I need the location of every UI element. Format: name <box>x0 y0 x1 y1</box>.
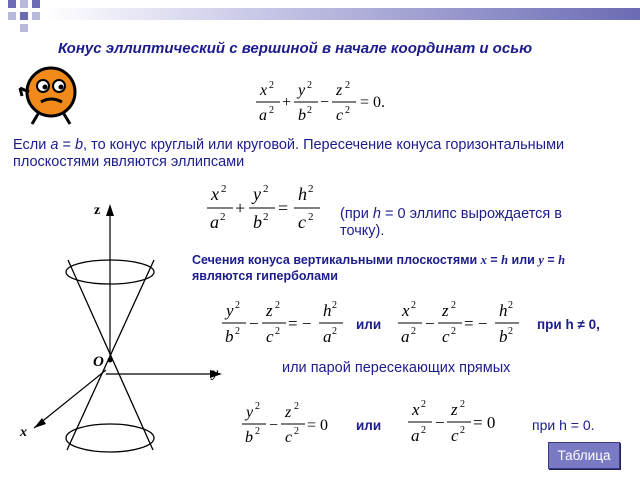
svg-text:y: y <box>298 82 306 99</box>
svg-text:b: b <box>298 107 306 124</box>
svg-text:=: = <box>278 198 289 218</box>
svg-text:c: c <box>451 426 459 445</box>
svg-text:−: − <box>269 417 279 434</box>
svg-text:z: z <box>442 301 449 320</box>
axis-y-label: y <box>212 366 219 381</box>
svg-text:a: a <box>210 212 219 232</box>
svg-text:2: 2 <box>275 300 280 311</box>
mascot-icon <box>16 62 82 128</box>
f-num: x <box>260 82 268 99</box>
axis-z-label: z <box>94 203 101 218</box>
svg-text:2: 2 <box>345 80 350 91</box>
svg-text:2: 2 <box>269 80 274 91</box>
svg-text:x: x <box>412 400 420 419</box>
svg-text:c: c <box>266 327 274 346</box>
svg-text:2: 2 <box>275 326 280 337</box>
svg-text:y: y <box>226 301 234 320</box>
svg-text:2: 2 <box>307 80 312 91</box>
x-axis <box>34 370 106 428</box>
formula-ellipse <box>203 180 328 236</box>
svg-text:+: + <box>282 94 292 111</box>
svg-text:2: 2 <box>221 183 227 195</box>
svg-text:c: c <box>298 212 306 232</box>
svg-text:b: b <box>499 327 508 346</box>
svg-text:a: a <box>259 107 267 124</box>
formula-hyperbola-2 <box>396 298 526 350</box>
formula-hyperbola-1 <box>220 298 350 350</box>
svg-text:2: 2 <box>421 399 426 410</box>
svg-text:2: 2 <box>255 426 260 437</box>
deco-square <box>8 12 16 20</box>
svg-text:2: 2 <box>332 300 337 311</box>
header-band <box>44 8 640 20</box>
svg-text:= 0.: = 0. <box>360 94 386 111</box>
svg-text:z: z <box>285 404 292 421</box>
deco-square <box>20 12 28 20</box>
svg-text:2: 2 <box>451 300 456 311</box>
svg-text:z: z <box>336 82 343 99</box>
svg-text:z: z <box>451 400 458 419</box>
svg-text:b: b <box>253 212 262 232</box>
svg-text:2: 2 <box>263 183 269 195</box>
svg-text:2: 2 <box>508 300 513 311</box>
svg-text:−: − <box>320 94 330 111</box>
svg-text:= 0: = 0 <box>473 413 496 432</box>
condition-h-zero: при h = 0. <box>532 417 595 433</box>
svg-text:2: 2 <box>451 326 456 337</box>
degenerate-note: (при h = 0 эллипс вырождается в точку). <box>340 206 563 239</box>
svg-text:2: 2 <box>421 425 426 436</box>
condition-h-nonzero: при h ≠ 0, <box>537 317 600 332</box>
svg-text:2: 2 <box>255 401 260 412</box>
deco-square <box>20 0 28 8</box>
svg-text:2: 2 <box>294 426 299 437</box>
svg-text:2: 2 <box>269 105 274 116</box>
svg-text:2: 2 <box>294 401 299 412</box>
axis-x-label: x <box>20 425 27 440</box>
svg-text:h: h <box>499 301 508 320</box>
svg-text:2: 2 <box>308 183 314 195</box>
svg-text:+: + <box>235 198 246 218</box>
svg-text:2: 2 <box>460 399 465 410</box>
table-button[interactable]: Таблица <box>548 442 620 469</box>
or-label-1: или <box>356 317 382 332</box>
svg-text:2: 2 <box>460 425 465 436</box>
svg-text:2: 2 <box>235 326 240 337</box>
vertical-sections-text: Сечения конуса вертикальными плоскостями x = h или y = h являются гиперболами <box>192 253 566 283</box>
deco-square <box>8 0 16 8</box>
svg-text:= 0: = 0 <box>307 417 329 434</box>
svg-text:2: 2 <box>411 300 416 311</box>
svg-text:c: c <box>442 327 450 346</box>
svg-text:2: 2 <box>307 105 312 116</box>
svg-text:a: a <box>323 327 332 346</box>
svg-text:b: b <box>245 429 253 446</box>
svg-text:x: x <box>211 184 219 204</box>
slide-title: Конус эллиптический с вершиной в начале координат и осью <box>58 40 533 57</box>
deco-square <box>32 0 40 8</box>
svg-text:x: x <box>402 301 410 320</box>
svg-text:y: y <box>253 184 261 204</box>
svg-text:2: 2 <box>332 326 337 337</box>
svg-text:a: a <box>401 327 410 346</box>
cone-diagram <box>10 200 250 460</box>
svg-text:−: − <box>435 413 445 432</box>
svg-text:= −: = − <box>288 314 312 333</box>
svg-text:2: 2 <box>308 211 314 223</box>
svg-text:h: h <box>323 301 332 320</box>
svg-text:2: 2 <box>235 300 240 311</box>
pair-of-lines-text: или парой пересекающих прямых <box>282 360 511 376</box>
svg-text:−: − <box>425 314 435 333</box>
lower-ellipse <box>66 424 154 452</box>
or-label-2: или <box>356 418 382 433</box>
svg-text:= −: = − <box>464 314 488 333</box>
svg-text:b: b <box>225 327 234 346</box>
svg-text:−: − <box>249 314 259 333</box>
svg-text:2: 2 <box>220 211 226 223</box>
svg-text:c: c <box>285 429 293 446</box>
formula-cone <box>254 78 404 126</box>
formula-lines-2 <box>406 398 506 448</box>
svg-text:2: 2 <box>263 211 269 223</box>
svg-text:y: y <box>246 404 254 421</box>
deco-square <box>20 24 28 32</box>
svg-text:2: 2 <box>345 105 350 116</box>
svg-text:h: h <box>298 184 307 204</box>
svg-text:z: z <box>266 301 273 320</box>
svg-text:2: 2 <box>508 326 513 337</box>
paragraph-circular-cone: Если a = b, то конус круглый или круговой. Пересечение конуса горизонтальными плоскостями являются эллипсами <box>13 137 565 170</box>
origin-label: O <box>93 354 104 370</box>
formula-lines-1 <box>240 400 340 450</box>
svg-text:a: a <box>411 426 420 445</box>
svg-text:2: 2 <box>411 326 416 337</box>
deco-square <box>32 12 40 20</box>
svg-text:c: c <box>336 107 344 124</box>
